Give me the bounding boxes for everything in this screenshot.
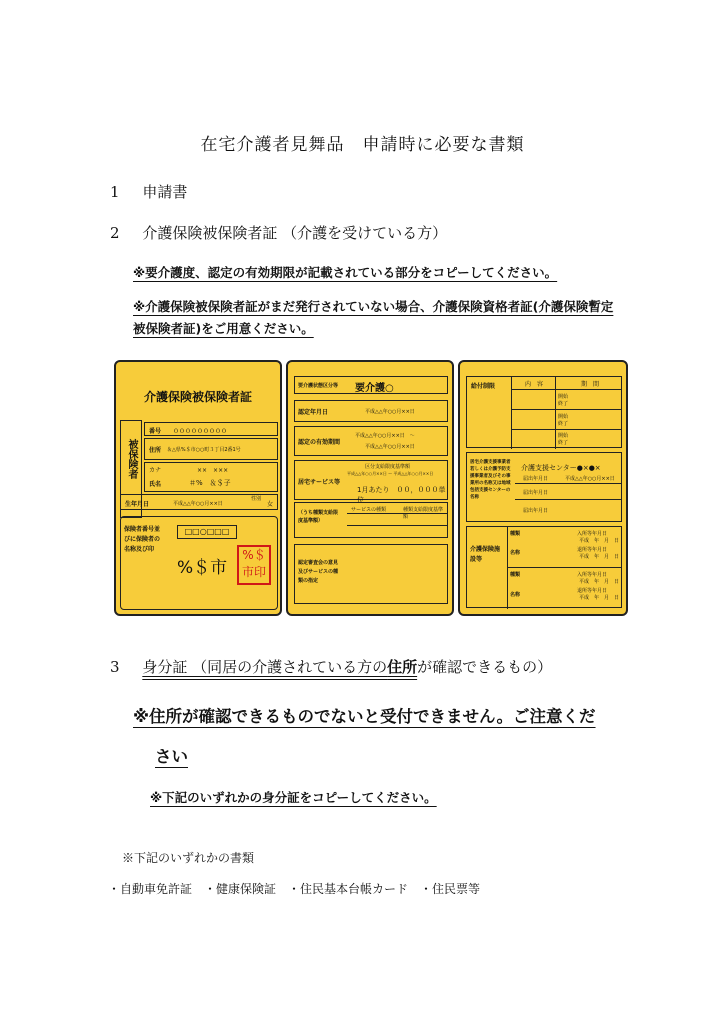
item-1	[110, 181, 187, 202]
row-kaigodo: 要介護状態区分等 要介護○	[294, 376, 448, 394]
row-uchi: （うち種類支給限度基準額） サービスの種類 種類支給限度基準額	[294, 502, 448, 538]
row-number: 番号 ０００００００００	[144, 422, 278, 436]
row-jigyo: 居宅介護支援事業者若しくは介護予防支援事業者及びその事業所の名称又は地域包括支援センターの名称 介護支援センター●×●× 届出年月日 平成△△年○○月××日 届出年月日 届出年月日	[466, 452, 622, 522]
item-text: 申請書	[142, 183, 188, 201]
row-name: カナ ×× ××× 氏名 ＃% ＆＄子	[144, 462, 278, 492]
row-nintei: 認定年月日 平成△△年○○月××日	[294, 400, 448, 422]
note-not-issued-2: 被保険者証)をご用意ください。	[133, 321, 314, 336]
insurer-name: %＄市	[177, 558, 228, 578]
note-copy-id: ※下記のいずれかの身分証をコピーしてください。	[150, 790, 437, 805]
card-panel-2	[286, 360, 454, 616]
row-kyufu: 給付制限 内 容 期 間 開始 終了 開始 終了 開始 終了	[466, 376, 622, 448]
card-panel-1	[114, 360, 282, 616]
insurer-box	[120, 516, 278, 610]
warning-address-2: さい	[155, 747, 188, 766]
item-number: 2	[110, 224, 120, 242]
row-kyotaku: 居宅サービス等 区分支給限度基準額 平成△△年○○月××日 ～ 平成△△年○○月××日 1月あたり ００，０００単位	[294, 460, 448, 500]
insurer-number: □□○□□□	[177, 525, 237, 539]
item-2	[110, 222, 447, 243]
row-birth: 生年月日 平成△△年○○月××日 性別 女	[120, 494, 278, 510]
page-title: 在宅介護者見舞品 申請時に必要な書類	[200, 135, 525, 155]
item-number: 3	[110, 658, 120, 676]
row-yuko: 認定の有効期間 平成△△年○○月××日 ～ 平成△△年○○月××日	[294, 426, 448, 456]
document-list: ・自動車免許証 ・健康保険証 ・住民基本台帳カード ・住民票等	[108, 882, 481, 896]
card-side-label: 被保険者	[126, 439, 137, 479]
note-documents: ※下記のいずれかの書類	[122, 851, 255, 865]
row-address: 住所 ＆△県%＄市○○町３丁目2番1号	[144, 438, 278, 460]
note-not-issued-1: ※介護保険被保険者証がまだ発行されていない場合、介護保険資格者証(介護保険暫定	[133, 299, 614, 314]
card-panel-3	[458, 360, 628, 616]
item-number: 1	[110, 183, 120, 201]
warning-address-1: ※住所が確認できるものでないと受付できません。ご注意くだ	[133, 707, 596, 726]
item-text: 身分証 （同居の介護されている方の住所が確認できるもの）	[142, 658, 553, 676]
item-text: 介護保険被保険者証 （介護を受けている方）	[142, 224, 448, 242]
insurer-stamp: %＄ 市印	[237, 545, 271, 585]
insurance-card-sample	[114, 360, 628, 616]
item-3	[110, 656, 552, 677]
note-copy-kaigodo: ※要介護度、認定の有効期限が記載されている部分をコピーしてください。	[133, 265, 558, 280]
row-shisetsu: 介護保険施設等 種類 名称 入所等年月日 平成 年 月 日 退所等年月日 平成 年 月 日 種類 名称 入所等年月日 平成 年 月 日 退所等年月日 平成 年 月 日	[466, 526, 622, 608]
insurer-label: 保険者番号並びに保険者の名称及び印	[124, 526, 161, 553]
row-opinion: 認定審査会の意見及びサービスの種類の指定	[294, 544, 448, 604]
card-title: 介護保険被保険者証	[143, 390, 252, 404]
